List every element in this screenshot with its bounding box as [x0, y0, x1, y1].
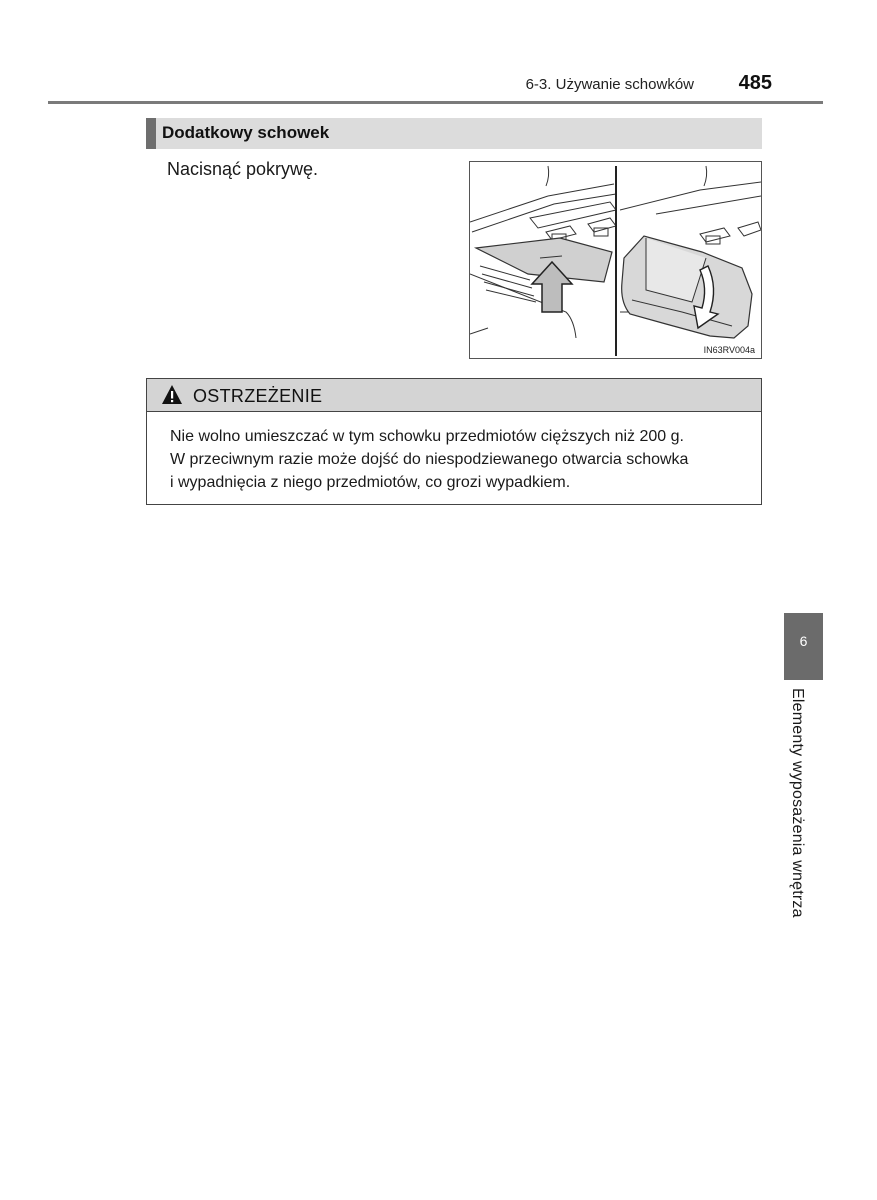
warning-line: W przeciwnym razie może dojść do niespodziewanego otwarcia schowka — [170, 451, 689, 468]
chapter-title: Elementy wyposażenia wnętrza — [789, 688, 806, 918]
chapter-number: 6 — [799, 633, 808, 649]
illustration-figure — [469, 161, 762, 359]
illustration-drawing — [470, 162, 761, 358]
warning-title: OSTRZEŻENIE — [193, 386, 323, 406]
page-number: 485 — [738, 72, 772, 94]
warning-triangle-icon — [161, 384, 183, 406]
warning-line: Nie wolno umieszczać w tym schowku przedmiotów cięższych niż 200 g. — [170, 428, 684, 445]
warning-header — [147, 379, 761, 412]
instruction-text: Nacisnąć pokrywę. — [167, 159, 319, 179]
header-section-title: 6-3. Używanie schowków — [525, 76, 694, 93]
section-bar — [146, 118, 762, 149]
section-title: Dodatkowy schowek — [162, 123, 330, 142]
warning-line: i wypadnięcia z niego przedmiotów, co grozi wypadkiem. — [170, 474, 571, 491]
warning-box — [146, 378, 762, 505]
header-rule — [48, 101, 823, 104]
warning-text — [170, 425, 755, 494]
figure-code: IN63RV004a — [703, 345, 755, 355]
chapter-tab — [784, 613, 823, 680]
